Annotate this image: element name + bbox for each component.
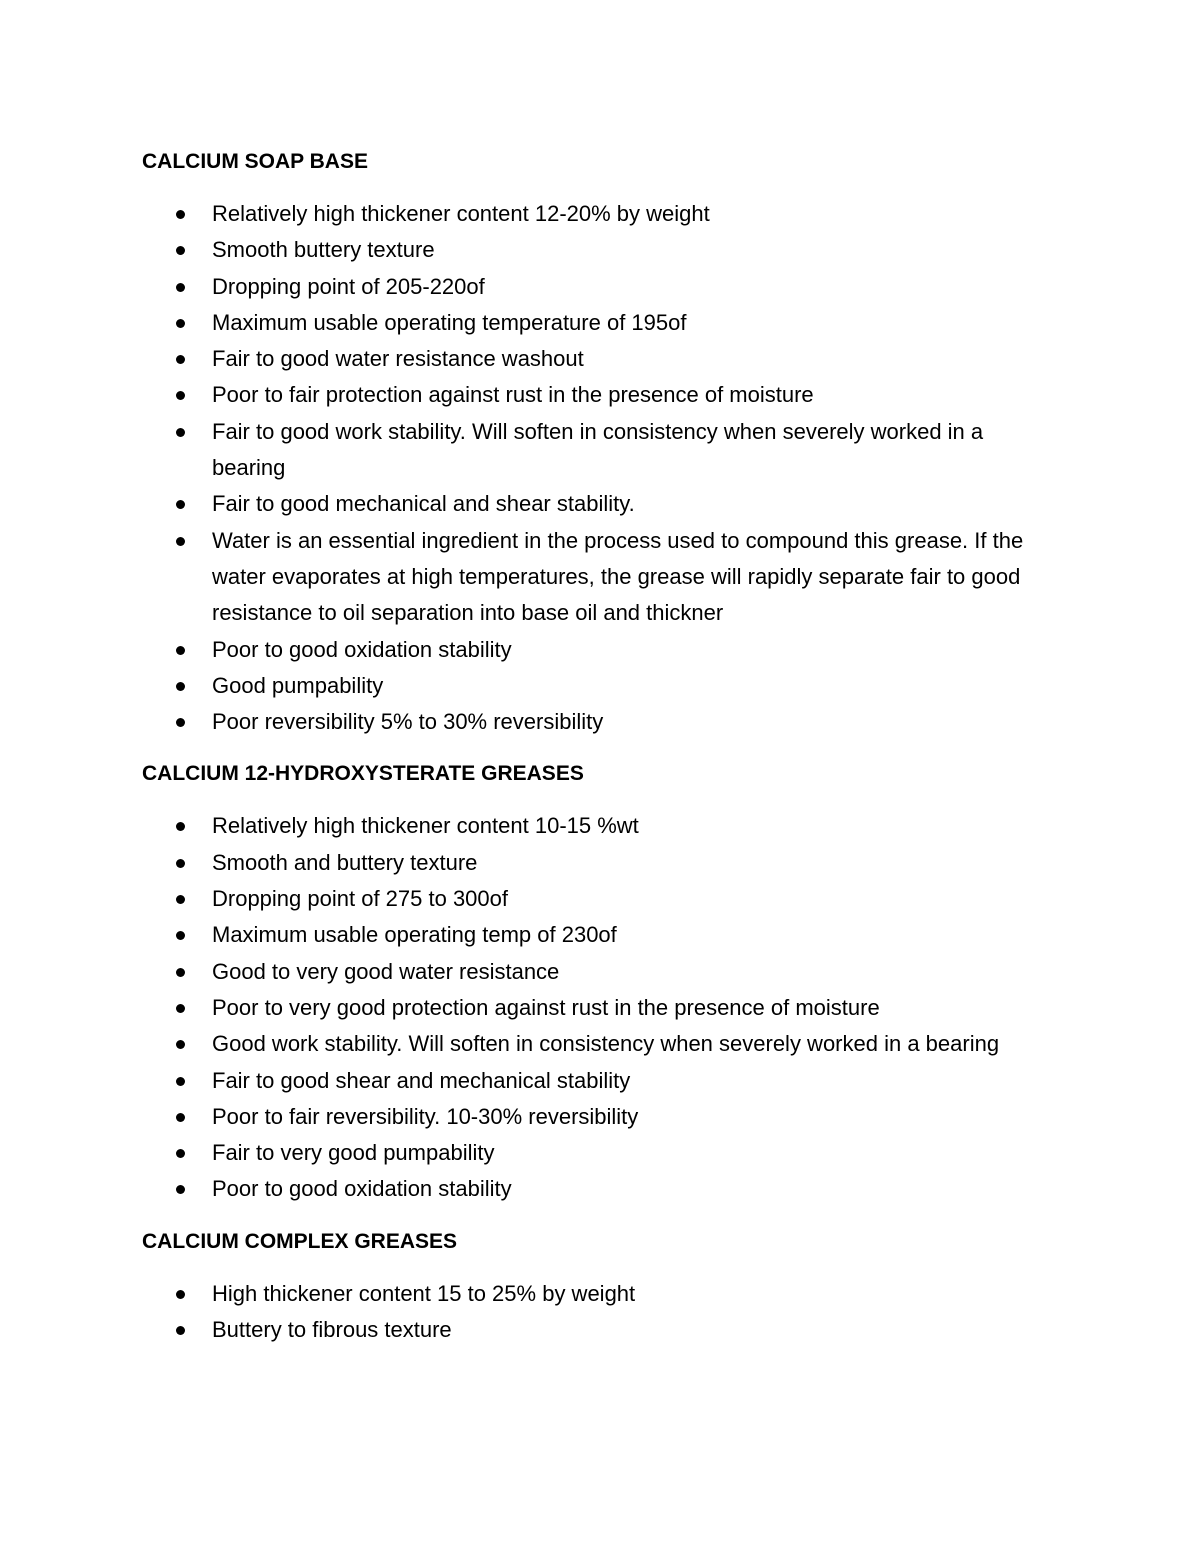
list-item <box>142 954 1062 990</box>
list-item-text: Poor reversibility 5% to 30% reversibility <box>212 709 604 735</box>
bullet-icon <box>176 646 185 655</box>
list-item-text: Fair to good shear and mechanical stability <box>212 1067 631 1093</box>
bullet-icon <box>176 931 185 940</box>
bullet-icon <box>176 1326 185 1335</box>
list-item-text: Maximum usable operating temp of 230of <box>212 922 617 948</box>
list-item-text: Smooth buttery texture <box>212 237 435 263</box>
list-item <box>142 990 1062 1026</box>
bullet-icon <box>176 682 185 691</box>
list-item-text: Relatively high thickener content 12-20% by weight <box>212 201 710 226</box>
list-item <box>142 269 1062 305</box>
list-item-text: Poor to very good protection against rust in the presence of moisture <box>212 994 880 1020</box>
document-body <box>142 144 1062 1364</box>
section-heading: CALCIUM COMPLEX GREASES <box>142 1229 458 1253</box>
list-item <box>142 305 1062 341</box>
bullet-icon <box>176 1040 185 1049</box>
list-item <box>142 917 1062 953</box>
list-item-text: Fair to good mechanical and shear stability. <box>212 491 635 517</box>
list-item <box>142 1099 1062 1135</box>
section-heading: CALCIUM 12-HYDROXYSTERATE GREASES <box>142 762 584 786</box>
bullet-icon <box>176 246 185 255</box>
bullet-icon <box>176 1290 185 1299</box>
bullet-icon <box>176 391 185 400</box>
list-item <box>142 704 1062 740</box>
list-item <box>142 523 1062 632</box>
list-item <box>142 414 1062 487</box>
list-item-text: Relatively high thickener content 10-15 %wt <box>212 813 639 839</box>
list-item-text: Fair to good water resistance washout <box>212 346 584 372</box>
bullet-icon <box>176 428 185 437</box>
list-item <box>142 881 1062 917</box>
bullet-icon <box>176 895 185 904</box>
list-item-text: Poor to good oxidation stability <box>212 1176 512 1202</box>
bullet-icon <box>176 822 185 831</box>
list-item <box>142 377 1062 413</box>
list-item-text: Fair to very good pumpability <box>212 1140 495 1166</box>
list-item <box>142 486 1062 522</box>
list-item-text: Poor to fair protection against rust in the presence of moisture <box>212 382 814 408</box>
list-item-text: Dropping point of 205-220of <box>212 273 485 299</box>
list-item-text: Fair to good work stability. Will soften in consistency when severely worked in a bearing <box>212 418 984 481</box>
section-heading: CALCIUM SOAP BASE <box>142 150 368 173</box>
bullet-icon <box>176 355 185 364</box>
list-item <box>142 196 1062 232</box>
bullet-list <box>142 1276 1062 1349</box>
list-item <box>142 1276 1062 1312</box>
list-item <box>142 1312 1062 1348</box>
bullet-list <box>142 808 1062 1207</box>
bullet-icon <box>176 1149 185 1158</box>
list-item-text: Poor to fair reversibility. 10-30% reversibility <box>212 1103 639 1129</box>
bullet-list <box>142 196 1062 740</box>
list-item <box>142 232 1062 268</box>
list-item <box>142 341 1062 377</box>
bullet-icon <box>176 968 185 977</box>
bullet-icon <box>176 1185 185 1194</box>
bullet-icon <box>176 500 185 509</box>
bullet-icon <box>176 1004 185 1013</box>
section-calcium-12-hydroxysterate <box>142 756 1062 1207</box>
bullet-icon <box>176 283 185 292</box>
section-calcium-soap-base <box>142 144 1062 740</box>
list-item-text: High thickener content 15 to 25% by weight <box>212 1280 636 1306</box>
list-item-text: Smooth and buttery texture <box>212 849 478 875</box>
bullet-icon <box>176 718 185 727</box>
bullet-icon <box>176 319 185 328</box>
list-item-text: Good work stability. Will soften in consistency when severely worked in a bearing <box>212 1031 1000 1057</box>
list-item-text: Dropping point of 275 to 300of <box>212 886 509 912</box>
list-item-text: Maximum usable operating temperature of 195of <box>212 309 687 335</box>
bullet-icon <box>176 859 185 868</box>
list-item <box>142 808 1062 844</box>
list-item <box>142 632 1062 668</box>
list-item <box>142 1171 1062 1207</box>
bullet-icon <box>176 210 185 219</box>
list-item <box>142 845 1062 881</box>
bullet-icon <box>176 1113 185 1122</box>
section-calcium-complex <box>142 1224 1062 1349</box>
list-item <box>142 1026 1062 1062</box>
list-item-text: Buttery to fibrous texture <box>212 1317 452 1343</box>
list-item <box>142 1135 1062 1171</box>
list-item <box>142 1063 1062 1099</box>
bullet-icon <box>176 1077 185 1086</box>
list-item-text: Good to very good water resistance <box>212 958 560 984</box>
list-item-text: Good pumpability <box>212 672 384 698</box>
list-item-text: Poor to good oxidation stability <box>212 636 512 662</box>
list-item-text: Water is an essential ingredient in the process used to compound this grease. If the water evaporates at high temperatures, the grease will rapidly separate fair to good resistance to oil separation into base oil and thickner <box>212 527 1024 626</box>
bullet-icon <box>176 537 185 546</box>
list-item <box>142 668 1062 704</box>
